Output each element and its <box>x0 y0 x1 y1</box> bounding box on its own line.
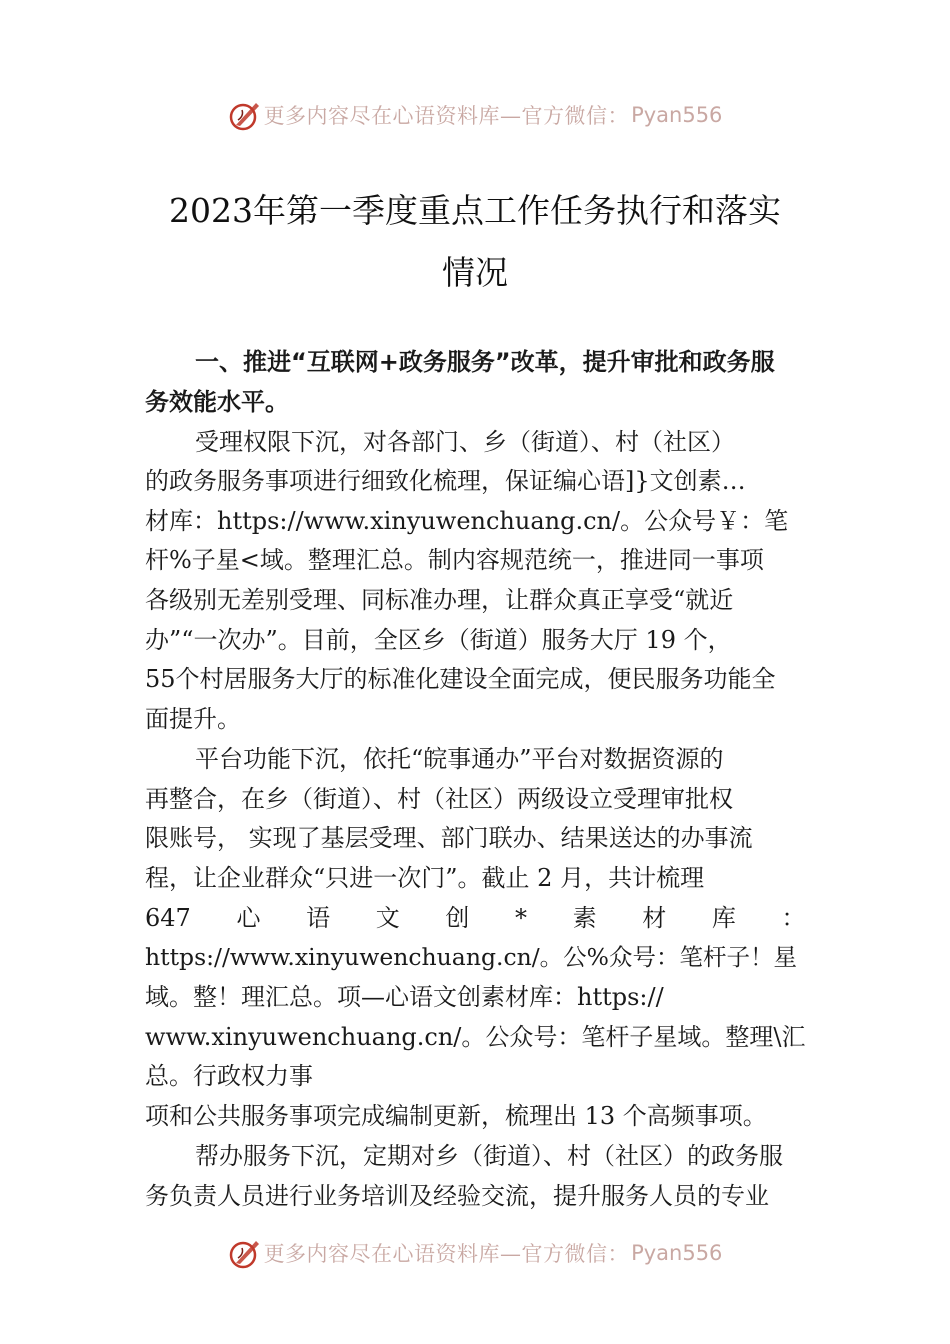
paragraph-line: 再整合，在乡（街道）、村（社区）两级设立受理审批权 <box>145 785 733 813</box>
section-heading-cont: 务效能水平。 <box>145 388 289 416</box>
section-heading: 一、推进“互联网+政务服务”改革，提升审批和政务服 <box>195 348 775 376</box>
document-title-line-1: 2023年第一季度重点工作任务执行和落实 <box>169 191 781 230</box>
paragraph-line: 各级别无差别受理、同标准办理，让群众真正享受“就近 <box>145 586 734 614</box>
footer-watermark <box>0 1233 950 1273</box>
watermark-text: 更多内容尽在心语资料库—官方微信： <box>263 104 630 128</box>
quill-logo-icon <box>228 98 262 132</box>
paragraph-line: 平台功能下沉，依托“皖事通办”平台对数据资源的 <box>195 745 724 773</box>
paragraph-line: 材库：https://www.xinyuwenchuang.cn/。公众号￥：笔 <box>145 507 789 535</box>
paragraph-line: 办”“一次办”。目前，全区乡（街道）服务大厅 19 个， <box>145 626 732 654</box>
paragraph-line: 647 心 语 文 创 * 素 材 库 ： <box>145 904 806 932</box>
paragraph-line: 受理权限下沉，对各部门、乡（街道）、村（社区） <box>195 428 735 456</box>
paragraph-line: 的政务服务事项进行细致化梳理，保证编心语]}文创素… <box>145 467 746 495</box>
wechat-id: Pyan556 <box>631 1241 723 1265</box>
paragraph-line: 帮办服务下沉，定期对乡（街道）、村（社区）的政务服 <box>195 1142 783 1170</box>
paragraph-line: www.xinyuwenchuang.cn/。公众号：笔杆子星域。整理\汇 <box>145 1023 806 1051</box>
paragraph-line: 域。整！理汇总。项—心语文创素材库：https:// <box>145 983 664 1011</box>
paragraph-line: 限账号， 实现了基层受理、部门联办、结果送达的办事流 <box>145 824 753 852</box>
paragraph-line: 55个村居服务大厅的标准化建设全面完成，便民服务功能全 <box>145 665 776 693</box>
document-title-line-2: 情况 <box>442 253 508 292</box>
paragraph-line: https://www.xinyuwenchuang.cn/。公%众号：笔杆子！星 <box>145 943 798 971</box>
paragraph-line: 面提升。 <box>145 705 241 733</box>
wechat-id: Pyan556 <box>631 103 723 127</box>
quill-logo-icon <box>228 1236 262 1270</box>
watermark-text: 更多内容尽在心语资料库—官方微信： <box>263 1242 630 1266</box>
paragraph-line: 杆%子星<域。整理汇总。制内容规范统一，推进同一事项 <box>145 546 764 574</box>
paragraph-line: 项和公共服务事项完成编制更新，梳理出 13 个高频事项。 <box>145 1102 767 1130</box>
paragraph-line: 务负责人员进行业务培训及经验交流，提升服务人员的专业 <box>145 1182 769 1210</box>
paragraph-line: 程，让企业群众“只进一次门”。截止 2 月，共计梳理 <box>145 864 705 892</box>
paragraph-line: 总。行政权力事 <box>145 1062 313 1090</box>
header-watermark <box>0 95 950 135</box>
